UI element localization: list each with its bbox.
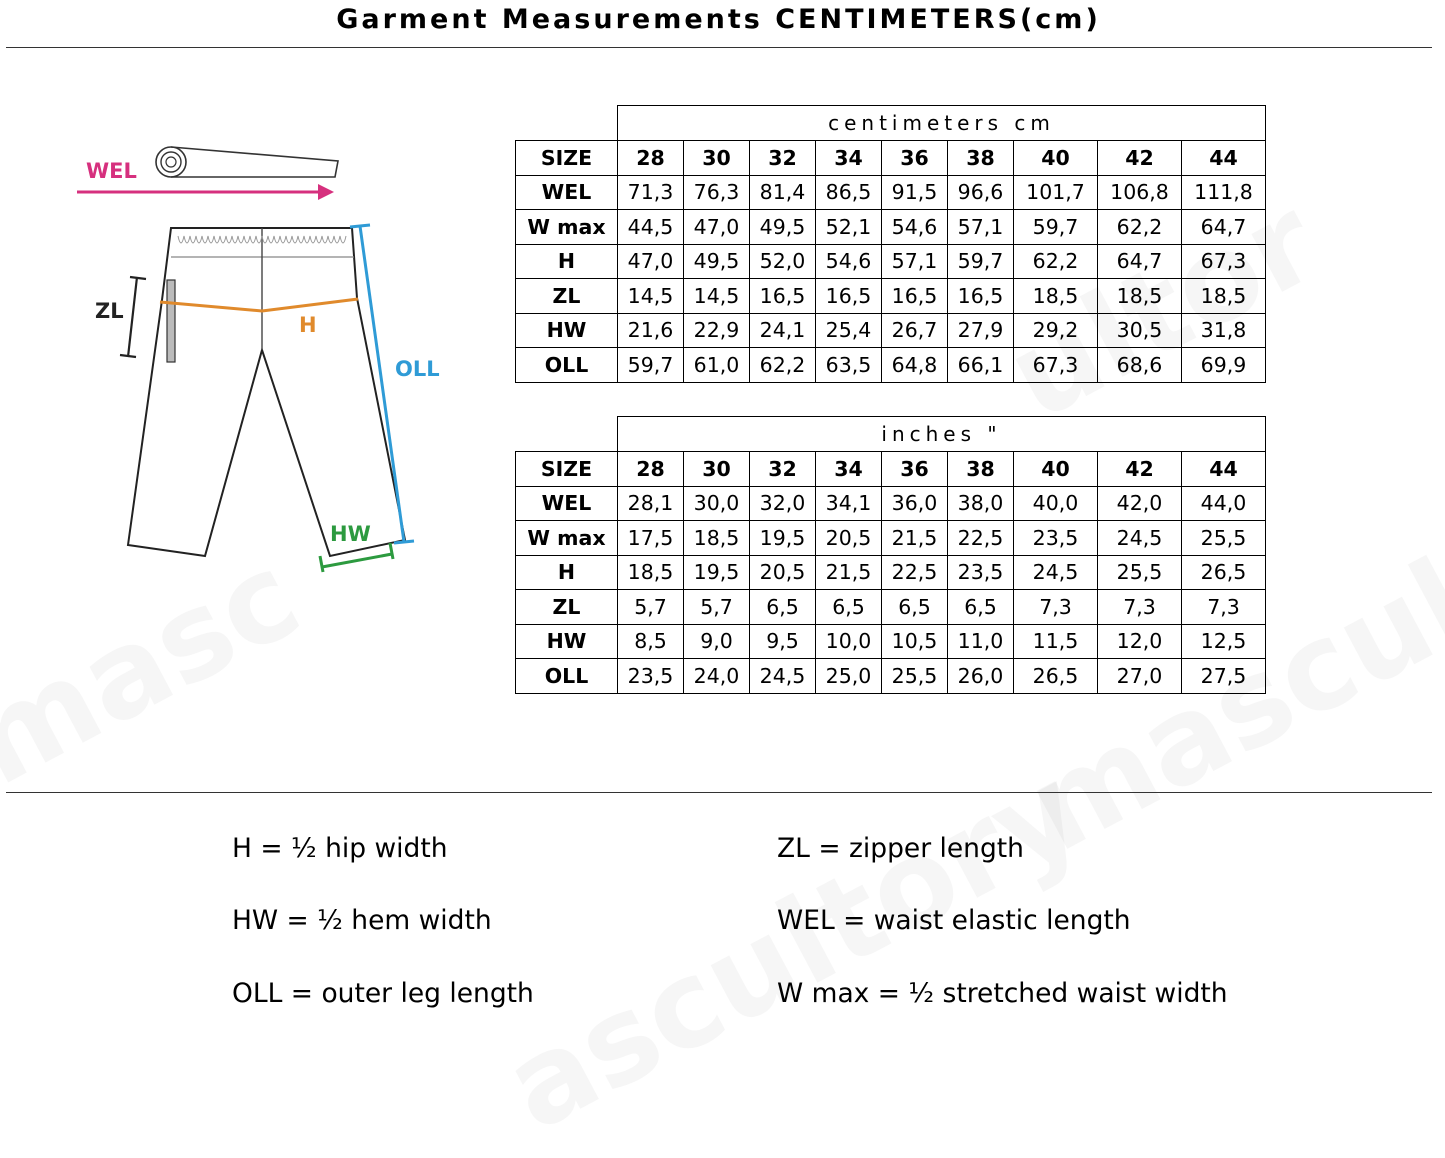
value-cell: 7,3 [1098, 590, 1182, 625]
table-row [516, 624, 1266, 659]
size-label: SIZE [516, 141, 618, 176]
value-cell: 5,7 [618, 590, 684, 625]
value-cell: 5,7 [684, 590, 750, 625]
zl-marker [120, 277, 146, 357]
wel-label: WEL [86, 159, 137, 183]
value-cell: 19,5 [684, 555, 750, 590]
cm-table [515, 105, 1266, 383]
value-cell: 36,0 [882, 486, 948, 521]
value-cell: 9,0 [684, 624, 750, 659]
size-cell: 42 [1098, 141, 1182, 176]
value-cell: 64,7 [1098, 244, 1182, 279]
table-unit-header: inches " [618, 417, 1266, 452]
value-cell: 59,7 [948, 244, 1014, 279]
size-cell: 28 [618, 452, 684, 487]
row-label: HW [516, 313, 618, 348]
value-cell: 49,5 [750, 210, 816, 245]
row-label: W max [516, 521, 618, 556]
value-cell: 12,5 [1182, 624, 1266, 659]
page-title: Garment Measurements CENTIMETERS(cm) [336, 4, 1101, 35]
value-cell: 25,5 [882, 659, 948, 694]
size-cell: 34 [816, 141, 882, 176]
value-cell: 11,5 [1014, 624, 1098, 659]
size-cell: 28 [618, 141, 684, 176]
value-cell: 20,5 [750, 555, 816, 590]
row-label: ZL [516, 279, 618, 314]
value-cell: 20,5 [816, 521, 882, 556]
hw-label: HW [330, 522, 371, 546]
table-row [516, 279, 1266, 314]
value-cell: 25,0 [816, 659, 882, 694]
value-cell: 25,4 [816, 313, 882, 348]
value-cell: 6,5 [750, 590, 816, 625]
size-cell: 42 [1098, 452, 1182, 487]
value-cell: 31,8 [1182, 313, 1266, 348]
value-cell: 59,7 [618, 348, 684, 383]
value-cell: 67,3 [1182, 244, 1266, 279]
size-cell: 32 [750, 141, 816, 176]
value-cell: 10,0 [816, 624, 882, 659]
value-cell: 47,0 [684, 210, 750, 245]
garment-diagram [60, 130, 460, 580]
legend-oll: OLL = outer leg length [232, 978, 534, 1009]
value-cell: 18,5 [684, 521, 750, 556]
value-cell: 52,1 [816, 210, 882, 245]
value-cell: 68,6 [1098, 348, 1182, 383]
watermark [484, 741, 1103, 1158]
value-cell: 111,8 [1182, 175, 1266, 210]
value-cell: 26,7 [882, 313, 948, 348]
row-label: H [516, 555, 618, 590]
row-label: H [516, 244, 618, 279]
value-cell: 26,5 [1014, 659, 1098, 694]
value-cell: 44,0 [1182, 486, 1266, 521]
elastic-roll-icon [156, 147, 338, 177]
value-cell: 14,5 [684, 279, 750, 314]
value-cell: 22,5 [948, 521, 1014, 556]
table-row [516, 244, 1266, 279]
value-cell: 101,7 [1014, 175, 1098, 210]
value-cell: 54,6 [816, 244, 882, 279]
table-row [516, 486, 1266, 521]
value-cell: 64,7 [1182, 210, 1266, 245]
value-cell: 44,5 [618, 210, 684, 245]
legend-hw: HW = ½ hem width [232, 905, 492, 936]
value-cell: 7,3 [1182, 590, 1266, 625]
value-cell: 25,5 [1098, 555, 1182, 590]
size-cell: 30 [684, 141, 750, 176]
size-row [516, 452, 1266, 487]
table-row [516, 348, 1266, 383]
size-cell: 38 [948, 141, 1014, 176]
legend-h: H = ½ hip width [232, 833, 448, 864]
value-cell: 24,1 [750, 313, 816, 348]
value-cell: 40,0 [1014, 486, 1098, 521]
value-cell: 32,0 [750, 486, 816, 521]
size-cell: 40 [1014, 141, 1098, 176]
value-cell: 24,5 [750, 659, 816, 694]
value-cell: 86,5 [816, 175, 882, 210]
table-row [516, 590, 1266, 625]
value-cell: 29,2 [1014, 313, 1098, 348]
value-cell: 22,5 [882, 555, 948, 590]
value-cell: 6,5 [948, 590, 1014, 625]
value-cell: 59,7 [1014, 210, 1098, 245]
value-cell: 62,2 [1014, 244, 1098, 279]
value-cell: 9,5 [750, 624, 816, 659]
value-cell: 18,5 [618, 555, 684, 590]
zl-label: ZL [95, 299, 124, 323]
size-cell: 36 [882, 141, 948, 176]
value-cell: 16,5 [750, 279, 816, 314]
value-cell: 21,5 [882, 521, 948, 556]
value-cell: 18,5 [1098, 279, 1182, 314]
legend-wmax: W max = ½ stretched waist width [777, 978, 1228, 1009]
value-cell: 66,1 [948, 348, 1014, 383]
divider [6, 792, 1432, 793]
value-cell: 57,1 [882, 244, 948, 279]
value-cell: 34,1 [816, 486, 882, 521]
value-cell: 71,3 [618, 175, 684, 210]
divider [6, 47, 1432, 48]
size-cell: 36 [882, 452, 948, 487]
value-cell: 7,3 [1014, 590, 1098, 625]
value-cell: 30,5 [1098, 313, 1182, 348]
pants-outline [128, 228, 405, 556]
size-cell: 44 [1182, 141, 1266, 176]
value-cell: 18,5 [1014, 279, 1098, 314]
legend-zl: ZL = zipper length [777, 833, 1024, 864]
value-cell: 76,3 [684, 175, 750, 210]
table-row [516, 210, 1266, 245]
value-cell: 42,0 [1098, 486, 1182, 521]
value-cell: 81,4 [750, 175, 816, 210]
value-cell: 24,5 [1098, 521, 1182, 556]
value-cell: 61,0 [684, 348, 750, 383]
value-cell: 54,6 [882, 210, 948, 245]
row-label: OLL [516, 348, 618, 383]
value-cell: 6,5 [882, 590, 948, 625]
value-cell: 12,0 [1098, 624, 1182, 659]
value-cell: 64,8 [882, 348, 948, 383]
value-cell: 52,0 [750, 244, 816, 279]
table-row [516, 659, 1266, 694]
value-cell: 27,9 [948, 313, 1014, 348]
value-cell: 67,3 [1014, 348, 1098, 383]
oll-label: OLL [395, 357, 440, 381]
value-cell: 14,5 [618, 279, 684, 314]
value-cell: 63,5 [816, 348, 882, 383]
value-cell: 24,5 [1014, 555, 1098, 590]
value-cell: 26,5 [1182, 555, 1266, 590]
value-cell: 49,5 [684, 244, 750, 279]
table-row [516, 313, 1266, 348]
value-cell: 57,1 [948, 210, 1014, 245]
value-cell: 6,5 [816, 590, 882, 625]
value-cell: 38,0 [948, 486, 1014, 521]
size-cell: 30 [684, 452, 750, 487]
table-row [516, 555, 1266, 590]
value-cell: 22,9 [684, 313, 750, 348]
size-label: SIZE [516, 452, 618, 487]
value-cell: 25,5 [1182, 521, 1266, 556]
value-cell: 11,0 [948, 624, 1014, 659]
value-cell: 69,9 [1182, 348, 1266, 383]
legend-wel: WEL = waist elastic length [777, 905, 1131, 936]
value-cell: 18,5 [1182, 279, 1266, 314]
value-cell: 23,5 [1014, 521, 1098, 556]
size-row [516, 141, 1266, 176]
value-cell: 16,5 [882, 279, 948, 314]
value-cell: 23,5 [948, 555, 1014, 590]
value-cell: 106,8 [1098, 175, 1182, 210]
value-cell: 10,5 [882, 624, 948, 659]
size-cell: 34 [816, 452, 882, 487]
value-cell: 21,5 [816, 555, 882, 590]
value-cell: 27,5 [1182, 659, 1266, 694]
value-cell: 17,5 [618, 521, 684, 556]
size-cell: 44 [1182, 452, 1266, 487]
row-label: HW [516, 624, 618, 659]
value-cell: 16,5 [948, 279, 1014, 314]
value-cell: 96,6 [948, 175, 1014, 210]
value-cell: 62,2 [1098, 210, 1182, 245]
value-cell: 47,0 [618, 244, 684, 279]
value-cell: 8,5 [618, 624, 684, 659]
value-cell: 24,0 [684, 659, 750, 694]
table-row [516, 521, 1266, 556]
inch-table [515, 416, 1266, 694]
h-label: H [299, 313, 317, 337]
value-cell: 21,6 [618, 313, 684, 348]
value-cell: 28,1 [618, 486, 684, 521]
row-label: W max [516, 210, 618, 245]
value-cell: 19,5 [750, 521, 816, 556]
value-cell: 30,0 [684, 486, 750, 521]
value-cell: 23,5 [618, 659, 684, 694]
table-unit-header: centimeters cm [618, 106, 1266, 141]
row-label: WEL [516, 486, 618, 521]
table-row [516, 175, 1266, 210]
size-cell: 32 [750, 452, 816, 487]
size-cell: 38 [948, 452, 1014, 487]
value-cell: 26,0 [948, 659, 1014, 694]
value-cell: 27,0 [1098, 659, 1182, 694]
row-label: OLL [516, 659, 618, 694]
value-cell: 16,5 [816, 279, 882, 314]
row-label: ZL [516, 590, 618, 625]
value-cell: 62,2 [750, 348, 816, 383]
value-cell: 91,5 [882, 175, 948, 210]
row-label: WEL [516, 175, 618, 210]
size-cell: 40 [1014, 452, 1098, 487]
